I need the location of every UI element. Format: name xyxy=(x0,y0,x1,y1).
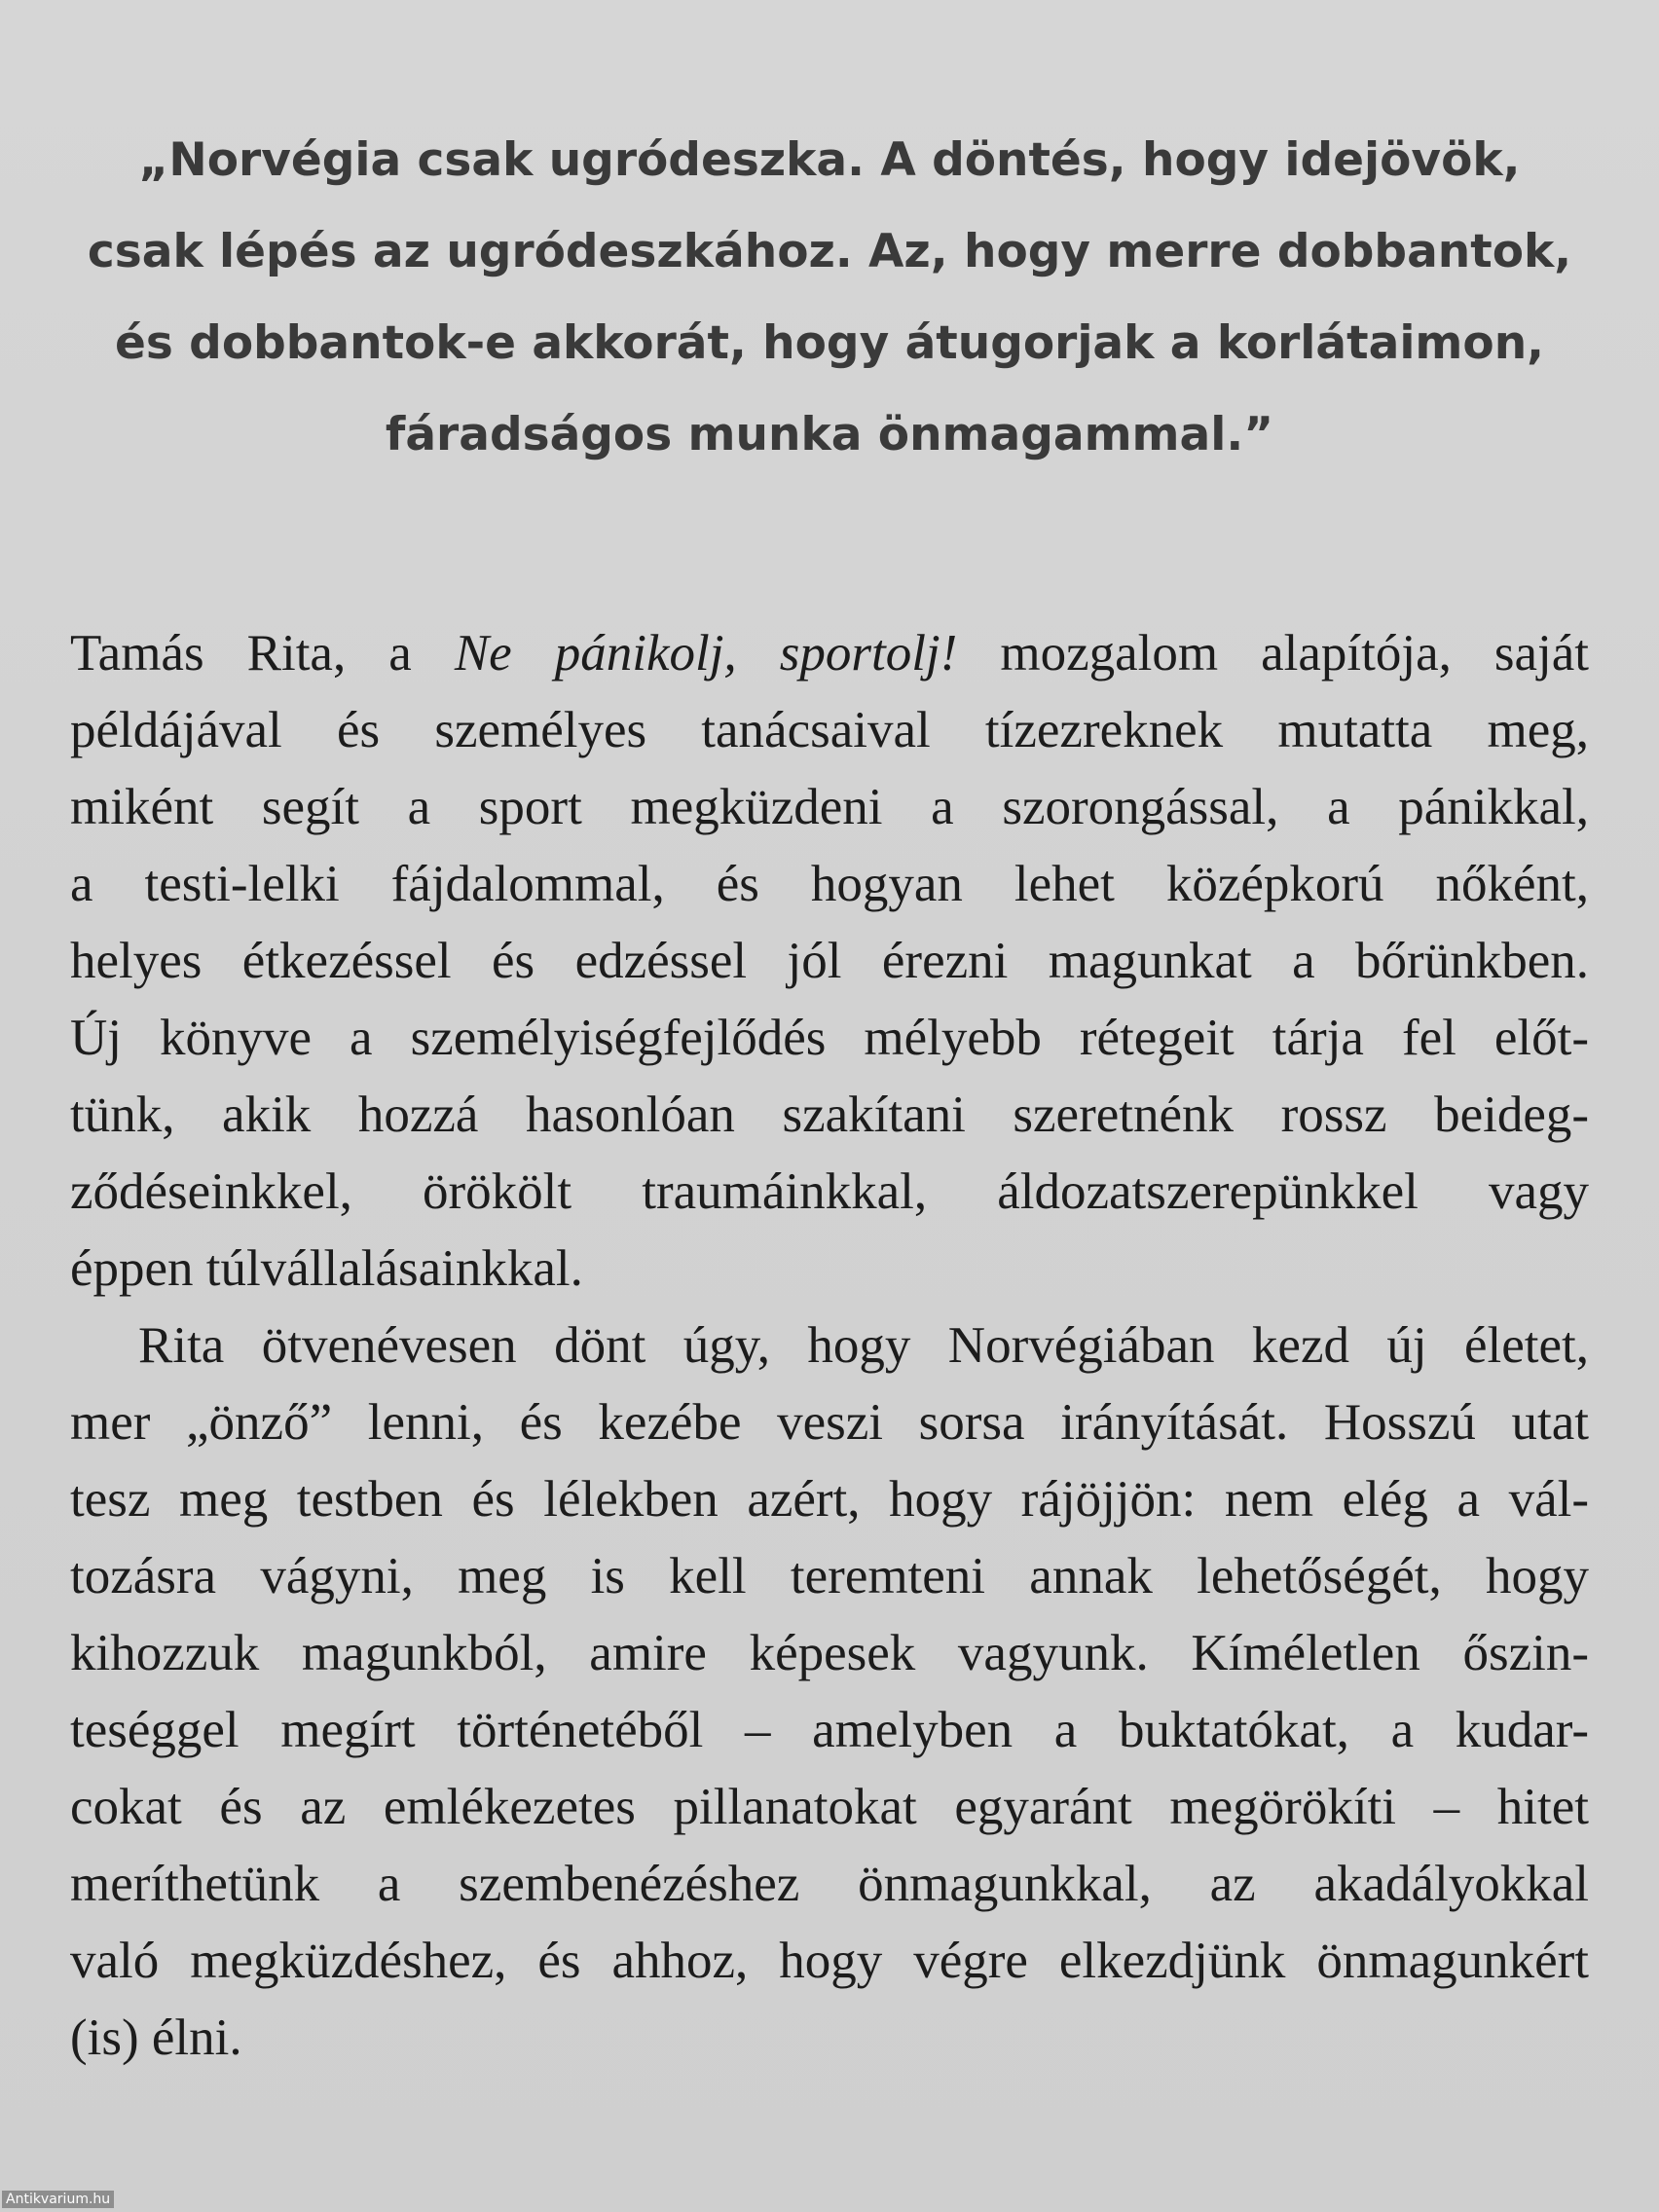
book-description xyxy=(70,615,1589,2077)
description-line: éppen túlvállalásainkkal. xyxy=(70,1240,583,1297)
description-line: teséggel megírt történetéből – amelyben a buktatókat, a kudar- xyxy=(70,1702,1589,1758)
quote-line: fáradságos munka önmagammal.” xyxy=(385,408,1274,461)
description-line: cokat és az emlékezetes pillanatokat egyaránt megörökíti – hitet xyxy=(70,1779,1589,1835)
quote-line: csak lépés az ugródeszkához. Az, hogy merre dobbantok, xyxy=(87,225,1572,278)
description-line: tozásra vágyni, meg is kell teremteni annak lehetőségét, hogy xyxy=(70,1548,1589,1604)
quote-line: „Norvégia csak ugródeszka. A döntés, hogy idejövök, xyxy=(138,133,1521,187)
description-line: a testi-lelki fájdalommal, és hogyan lehet középkorú nőként, xyxy=(70,856,1589,912)
description-line: tünk, akik hozzá hasonlóan szakítani szeretnénk rossz beideg- xyxy=(70,1087,1589,1143)
movement-title: Ne pánikolj, sportolj! xyxy=(454,625,958,682)
description-line: helyes étkezéssel és edzéssel jól érezni magunkat a bőrünkben. xyxy=(70,933,1589,989)
description-text: mozgalom alapítója, saját xyxy=(957,625,1590,682)
description-line: kihozzuk magunkból, amire képesek vagyunk. Kíméletlen őszin- xyxy=(70,1625,1589,1681)
description-line: Rita ötvenévesen dönt úgy, hogy Norvégiában kezd új életet, xyxy=(138,1317,1589,1374)
watermark: Antikvarium.hu xyxy=(2,2191,114,2208)
description-line: ződéseinkkel, örökölt traumáinkkal, áldozatszerepünkkel vagy xyxy=(70,1163,1589,1220)
description-text: Tamás Rita, a xyxy=(70,625,455,682)
description-line: mer „önző” lenni, és kezébe veszi sorsa irányítását. Hosszú utat xyxy=(70,1394,1589,1451)
description-line: meríthetünk a szembenézéshez önmagunkkal, az akadályokkal xyxy=(70,1856,1589,1912)
description-line: példájával és személyes tanácsaival tízezreknek mutatta meg, xyxy=(70,702,1589,758)
description-line xyxy=(70,615,1589,692)
description-line: (is) élni. xyxy=(70,2009,242,2066)
description-line: tesz meg testben és lélekben azért, hogy rájöjjön: nem elég a vál- xyxy=(70,1471,1589,1528)
quote-line: és dobbantok-e akkorát, hogy átugorjak a korlátaimon, xyxy=(114,316,1545,370)
pull-quote xyxy=(78,115,1581,481)
description-line: való megküzdéshez, és ahhoz, hogy végre elkezdjünk önmagunkért xyxy=(70,1933,1589,1989)
description-line: Új könyve a személyiségfejlődés mélyebb rétegeit tárja fel előt- xyxy=(70,1010,1589,1066)
description-line: miként segít a sport megküzdeni a szorongással, a pánikkal, xyxy=(70,779,1589,835)
